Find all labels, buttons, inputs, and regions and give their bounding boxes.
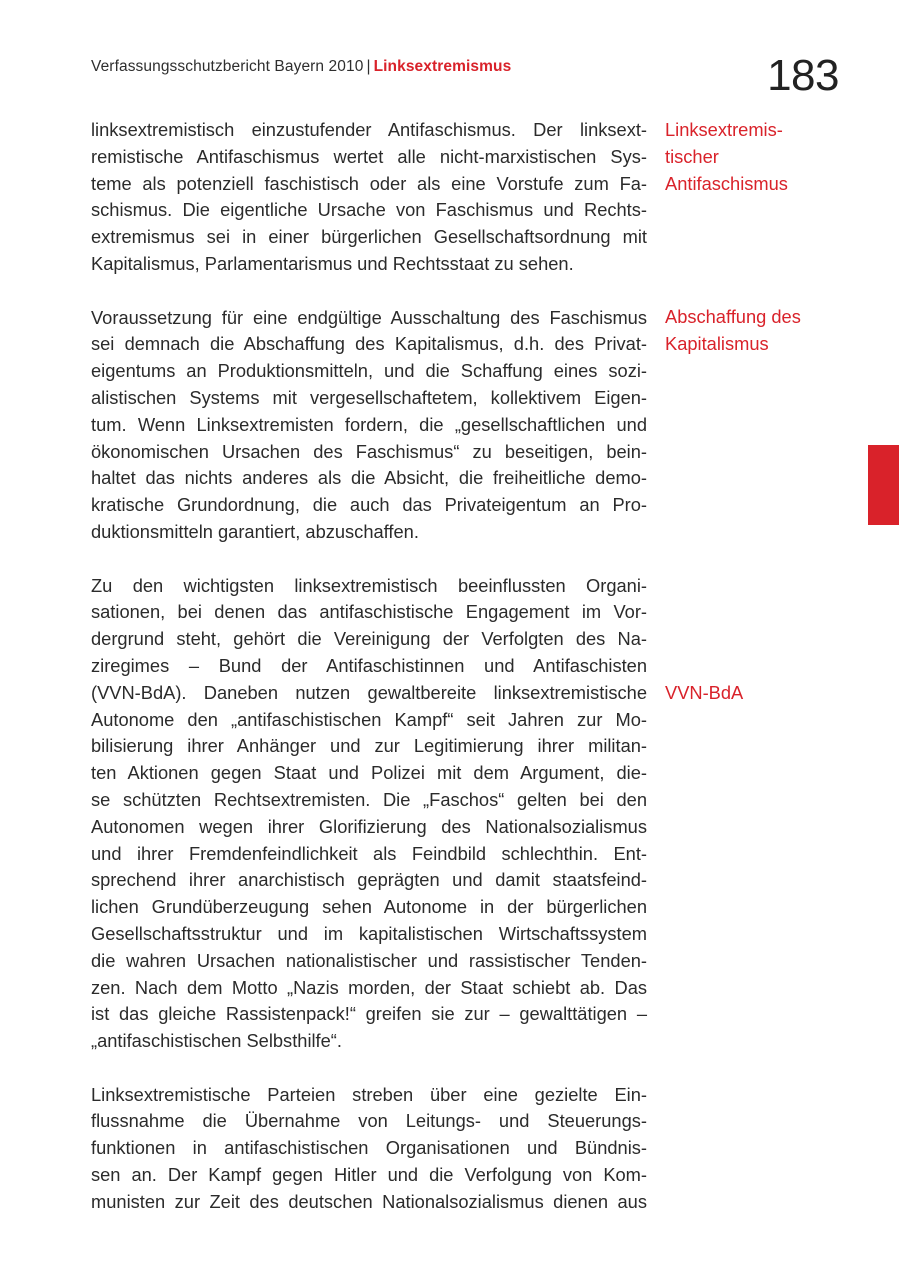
paragraph-parteien	[91, 1082, 647, 1216]
text-line: teme als potenziell faschistisch oder als eine Vorstufe zum Fa-	[91, 172, 647, 194]
text-line: „antifaschistischen Selbsthilfe“.	[91, 1030, 342, 1052]
text-line: kratische Grundordnung, die auch das Privateigentum an Pro-	[91, 494, 647, 516]
text-line: (VVN-BdA). Daneben nutzen gewaltbereite linksextremistische	[91, 681, 647, 703]
text-line: die wahren Ursachen nationalistischer und rassistischer Tenden-	[91, 949, 647, 971]
text-line: alistischen Systems mit vergesellschaftetem, kollektivem Eigen-	[91, 386, 647, 408]
text-line: eigentums an Produktionsmitteln, und die Schaffung eines sozi-	[91, 360, 647, 382]
text-line: haltet das nichts anderes als die Absicht, die freiheitliche demo-	[91, 467, 647, 489]
text-line: lichen Grundüberzeugung sehen Autonome in der bürgerlichen	[91, 896, 647, 918]
text-line: dergrund steht, gehört die Vereinigung der Verfolgten des Na-	[91, 628, 647, 650]
text-line: duktionsmitteln garantiert, abzuschaffen.	[91, 520, 419, 542]
text-line: extremismus sei in einer bürgerlichen Gesellschaftsordnung mit	[91, 226, 647, 248]
margin-note-line: tischer	[665, 145, 719, 167]
text-line: linksextremistisch einzustufender Antifaschismus. Der linksext-	[91, 119, 647, 140]
margin-note-line: Antifaschismus	[665, 172, 788, 194]
section-title: Linksextremismus	[373, 58, 512, 75]
paragraph-kapitalismus	[91, 305, 647, 546]
publication-title: Verfassungsschutzbericht Bayern 2010	[91, 58, 364, 75]
text-line: Autonome den „antifaschistischen Kampf“ seit Jahren zur Mo-	[91, 708, 647, 730]
text-line: ten Aktionen gegen Staat und Polizei mit dem Argument, die-	[91, 762, 647, 784]
margin-note-vvn-bda	[665, 680, 835, 707]
text-line: und ihrer Fremdenfeindlichkeit als Feindbild schlechthin. Ent-	[91, 842, 647, 864]
text-line: se schützten Rechtsextremisten. Die „Faschos“ gelten bei den	[91, 788, 647, 810]
margin-note-line: Linksextremis-	[665, 119, 783, 140]
text-line: schismus. Die eigentliche Ursache von Faschismus und Rechts-	[91, 199, 647, 221]
paragraph-antifaschismus	[91, 117, 647, 278]
text-line: Kapitalismus, Parlamentarismus und Rechtsstaat zu sehen.	[91, 252, 574, 274]
text-line: sprechend ihrer anarchistisch geprägten und damit staatsfeind-	[91, 869, 647, 891]
header-separator: |	[366, 58, 371, 75]
text-line: ist das gleiche Rassistenpack!“ greifen sie zur – gewalttätigen –	[91, 1003, 647, 1025]
margin-note-antifaschismus	[665, 117, 835, 197]
text-line: bilisierung ihrer Anhänger und zur Legitimierung ihrer militan-	[91, 735, 647, 757]
text-line: zen. Nach dem Motto „Nazis morden, der Staat schiebt ab. Das	[91, 976, 647, 998]
text-line: Gesellschaftsstruktur und im kapitalistischen Wirtschaftssystem	[91, 922, 647, 944]
text-line: sei demnach die Abschaffung des Kapitalismus, d.h. des Privat-	[91, 333, 647, 355]
chapter-thumb-tab	[868, 445, 899, 525]
margin-note-line: VVN-BdA	[665, 682, 744, 703]
text-line: Linksextremistische Parteien streben über eine gezielte Ein-	[91, 1083, 647, 1105]
margin-note-line: Abschaffung des	[665, 306, 801, 327]
text-line: remistische Antifaschismus wertet alle nicht-marxistischen Sys-	[91, 145, 647, 167]
text-line: ökonomischen Ursachen des Faschismus“ zu beseitigen, bein-	[91, 440, 647, 462]
text-line: Voraussetzung für eine endgültige Ausschaltung des Faschismus	[91, 306, 647, 328]
page-number: 183	[767, 51, 839, 100]
margin-note-kapitalismus	[665, 304, 835, 358]
text-line: sationen, bei denen das antifaschistische Engagement im Vor-	[91, 601, 647, 623]
text-line: munisten zur Zeit des deutschen Nationalsozialismus dienen aus	[91, 1190, 647, 1212]
margin-note-line: Kapitalismus	[665, 332, 769, 354]
text-line: Zu den wichtigsten linksextremistisch beeinflussten Organi-	[91, 574, 647, 596]
text-line: funktionen in antifaschistischen Organisationen und Bündnis-	[91, 1137, 647, 1159]
body-column	[91, 117, 647, 1216]
running-head	[91, 58, 511, 76]
paragraph-vvn-bda	[91, 573, 647, 1055]
text-line: sen an. Der Kampf gegen Hitler und die Verfolgung von Kom-	[91, 1164, 647, 1186]
text-line: ziregimes – Bund der Antifaschistinnen und Antifaschisten	[91, 654, 647, 676]
text-line: tum. Wenn Linksextremisten fordern, die „gesellschaftlichen und	[91, 413, 647, 435]
text-line: Autonomen wegen ihrer Glorifizierung des Nationalsozialismus	[91, 815, 647, 837]
text-line: flussnahme die Übernahme von Leitungs- und Steuerungs-	[91, 1110, 647, 1132]
